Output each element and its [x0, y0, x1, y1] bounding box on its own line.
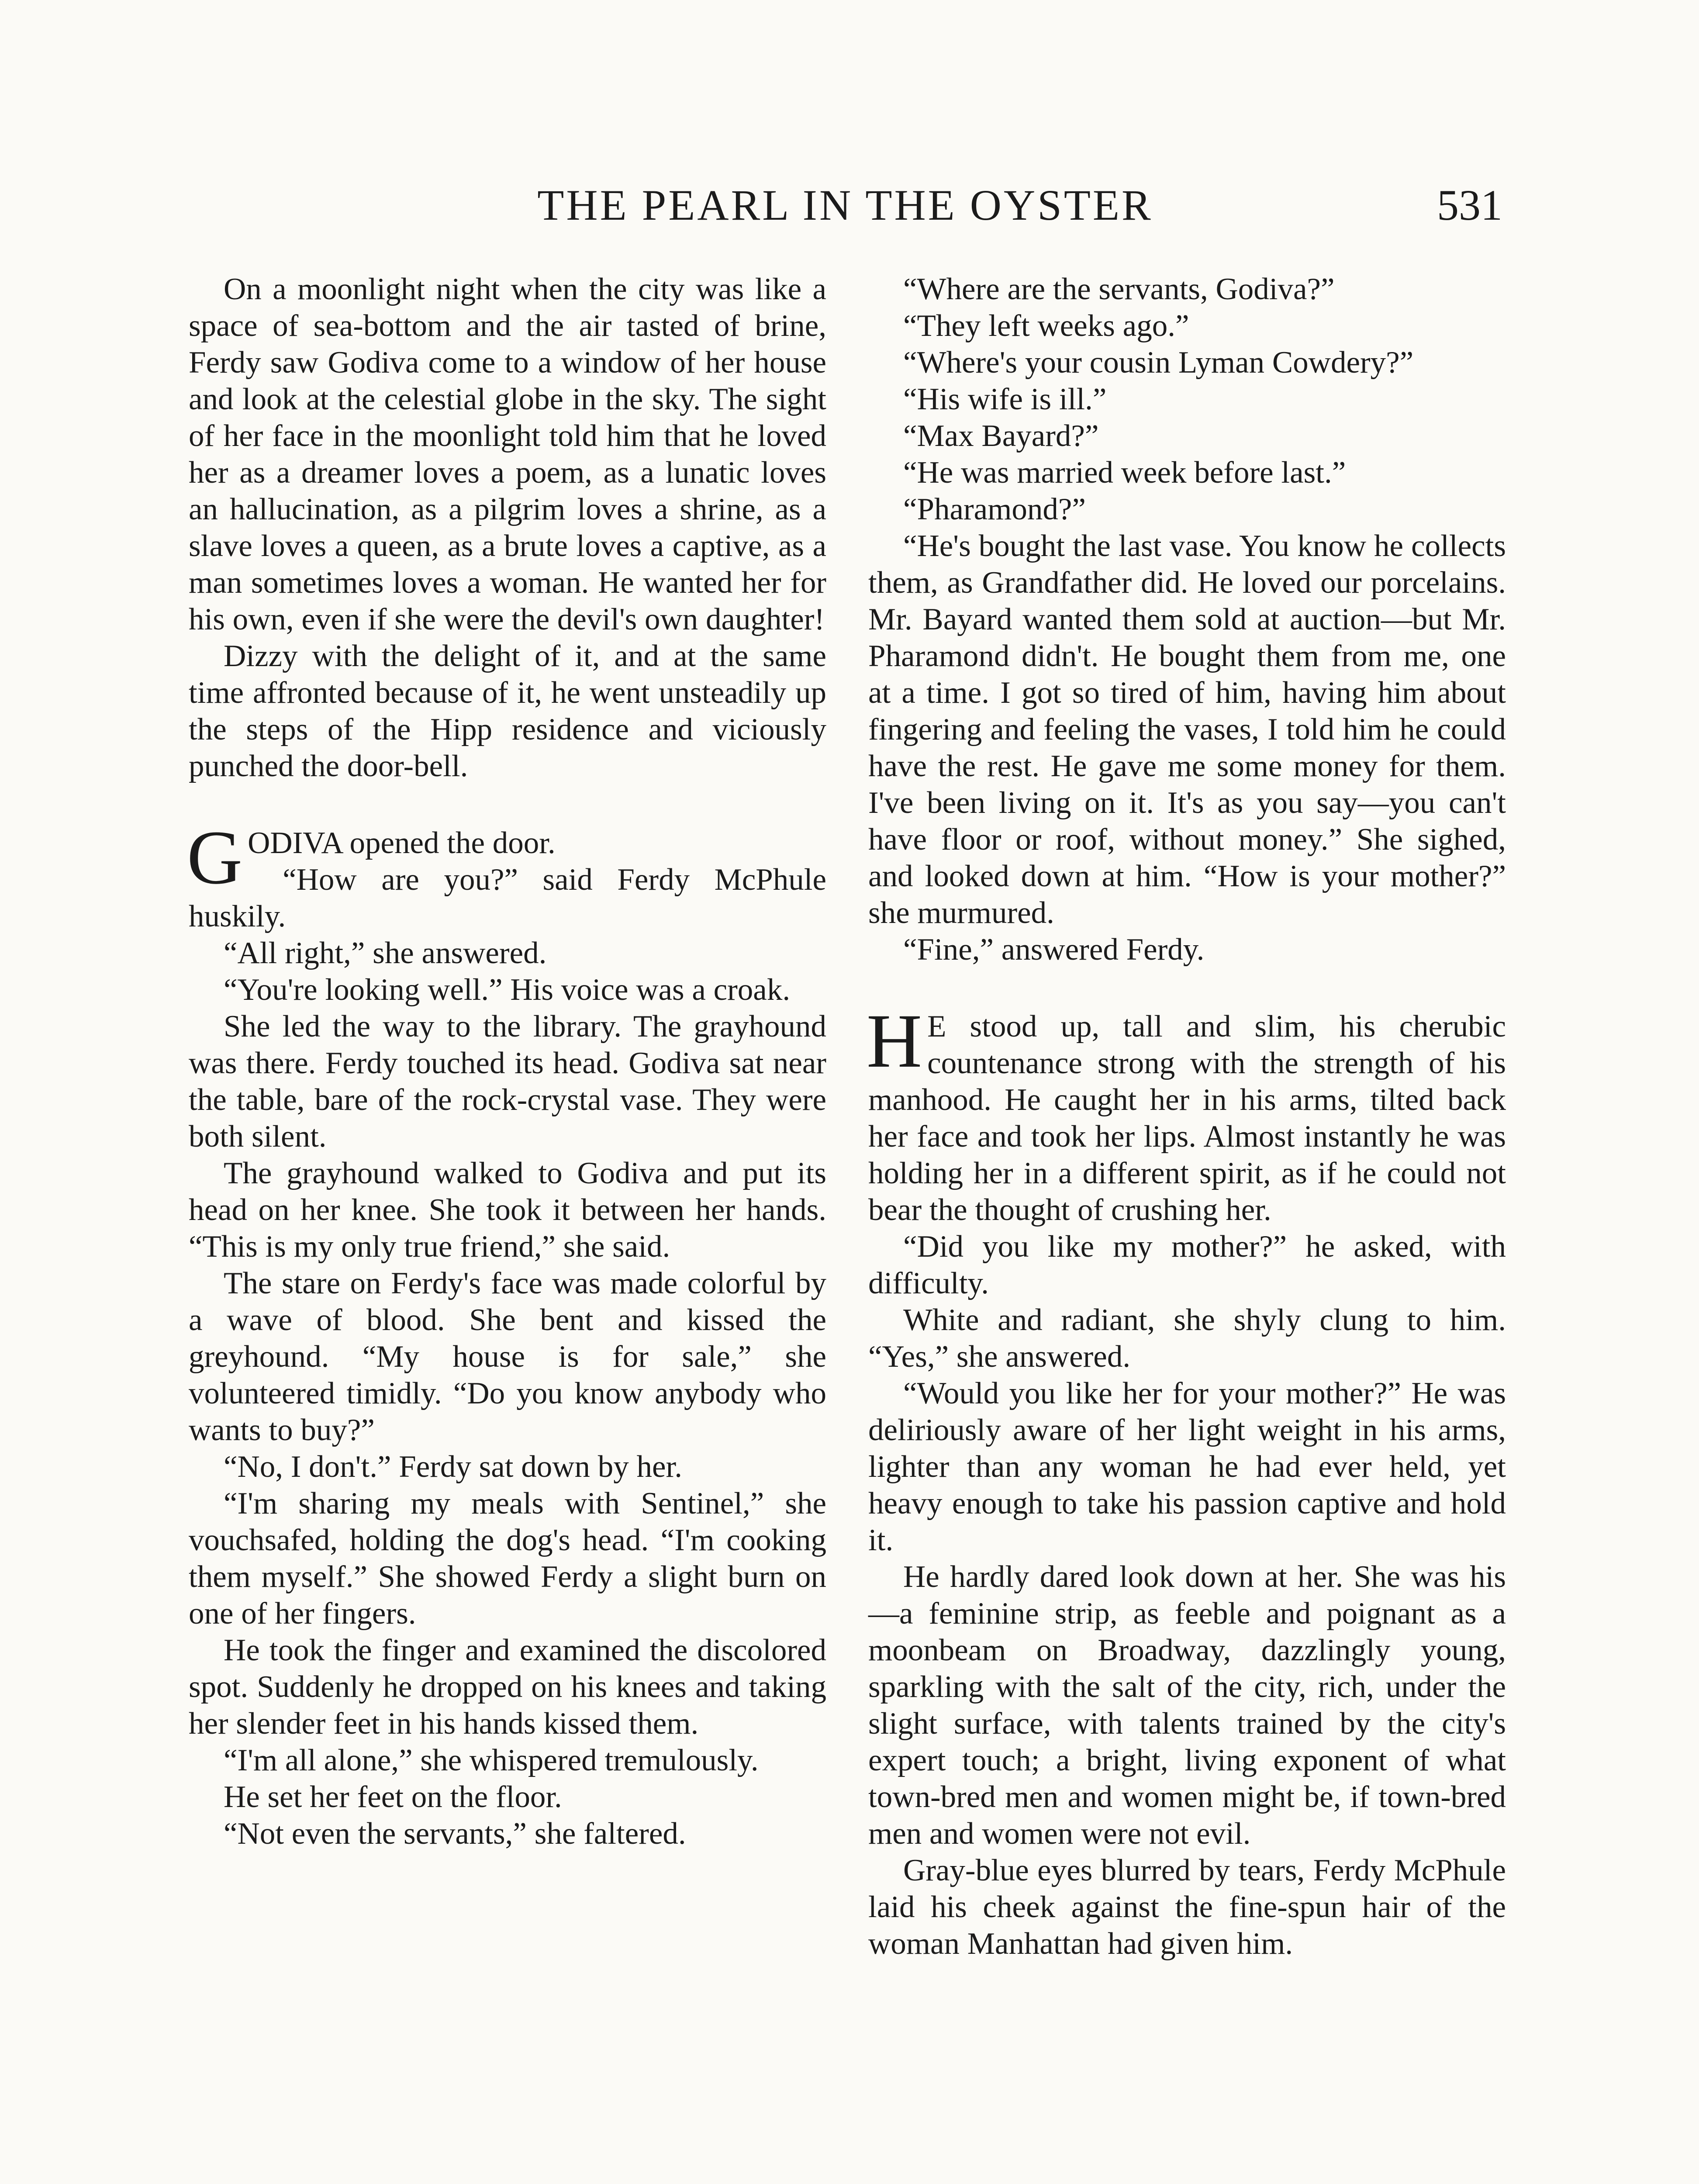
paragraph: “Where's your cousin Lyman Cowdery?”: [903, 346, 1414, 380]
paragraph: “Max Bayard?”: [903, 419, 1099, 453]
paragraph: He took the finger and examined the discolored spot. Suddenly he dropped on his knees and taking her slender feet in his hands kissed them.: [189, 1633, 826, 1741]
page-number: 531: [1437, 181, 1502, 229]
paragraph: White and radiant, she shyly clung to him. “Yes,” she answered.: [868, 1303, 1506, 1374]
paragraph: “How are you?” said Ferdy McPhule huskily.: [189, 863, 826, 933]
paragraph: Gray-blue eyes blurred by tears, Ferdy McPhule laid his cheek against the fine-spun hair of the woman Manhattan had given him.: [868, 1853, 1506, 1961]
paragraph: “His wife is ill.”: [903, 382, 1107, 416]
paragraph: “Fine,” answered Ferdy.: [903, 933, 1205, 967]
text-column-left: [189, 271, 826, 1852]
paragraph: “Pharamond?”: [903, 492, 1086, 526]
paragraph: She led the way to the library. The grayhound was there. Ferdy touched its head. Godiva sat near the table, bare of the rock-crystal vase. They were both silent.: [189, 1009, 826, 1154]
drop-cap: H: [867, 999, 922, 1084]
paragraph: “Not even the servants,” she faltered.: [224, 1817, 686, 1851]
text-column-right: [868, 271, 1506, 1962]
paragraph: “He's bought the last vase. You know he collects them, as Grandfather did. He loved our porcelains. Mr. Bayard wanted them sold at auction—but Mr. Pharamond didn't. He bought them from me, one at a time. I got so tired of him, having him about fingering and feeling the vases, I told him he could have the rest. He gave me some money for them. I've been living on it. It's as you say—you can't have floor or roof, without money.” She sighed, and looked down at him. “How is your mother?” she murmured.: [868, 529, 1506, 930]
paragraph: “He was married week before last.”: [903, 456, 1346, 490]
paragraph: “Did you like my mother?” he asked, with difficulty.: [868, 1230, 1506, 1300]
drop-cap: G: [187, 815, 243, 900]
paragraph: The stare on Ferdy's face was made colorful by a wave of blood. She bent and kissed the greyhound. “My house is for sale,” she volunteered timidly. “Do you know anybody who wants to buy?”: [189, 1266, 826, 1447]
section-opening-text: E stood up, tall and slim, his cherubic countenance strong with the strength of his manhood. He caught her in his arms, tilted back her face and took her lips. Almost instantly he was holding her in a different spirit, as if he could not bear the thought of crushing her.: [868, 1009, 1506, 1227]
paragraph: “I'm all alone,” she whispered tremulously.: [224, 1743, 759, 1777]
running-title: THE PEARL IN THE OYSTER: [537, 181, 1153, 229]
section-break: [868, 968, 1506, 1008]
paragraph: “They left weeks ago.”: [903, 309, 1189, 343]
paragraph: “All right,” she answered.: [224, 936, 547, 970]
paragraph: “Would you like her for your mother?” He was deliriously aware of her light weight in his arms, lighter than any woman he had ever held, yet heavy enough to take his passion captive and hold it.: [868, 1376, 1506, 1557]
paragraph: He hardly dared look down at her. She was his—a feminine strip, as feeble and poignant as a moonbeam on Broadway, dazzlingly young, sparkling with the salt of the city, rich, under the slight surface, with talents trained by the city's expert touch; a bright, living exponent of what town-bred men and women might be, if town-bred men and women were not evil.: [868, 1560, 1506, 1851]
page-header: [188, 175, 1502, 236]
paragraph: “No, I don't.” Ferdy sat down by her.: [224, 1450, 682, 1484]
paragraph: He set her feet on the floor.: [224, 1780, 562, 1814]
section-break: [189, 784, 826, 825]
paragraph: “You're looking well.” His voice was a croak.: [224, 973, 791, 1007]
section-opening-paragraph: [867, 999, 1506, 1228]
paragraph: Dizzy with the delight of it, and at the same time affronted because of it, he went unsteadily up the steps of the Hipp residence and viciously punched the door-bell.: [189, 639, 826, 783]
paragraph: On a moonlight night when the city was like a space of sea-bottom and the air tasted of brine, Ferdy saw Godiva come to a window of her house and look at the celestial globe in the sky. The sight of her face in the moonlight told him that he loved her as a dreamer loves a poem, as a lunatic loves an hallucination, as a pilgrim loves a shrine, as a slave loves a queen, as a brute loves a captive, as a man sometimes loves a woman. He wanted her for his own, even if she were the devil's own daughter!: [189, 272, 826, 636]
paragraph: “Where are the servants, Godiva?”: [903, 272, 1335, 306]
paragraph: The grayhound walked to Godiva and put its head on her knee. She took it between her hands. “This is my only true friend,” she said.: [189, 1156, 826, 1264]
section-opening-text: ODIVA opened the door.: [248, 826, 556, 860]
paragraph: “I'm sharing my meals with Sentinel,” she vouchsafed, holding the dog's head. “I'm cooking them myself.” She showed Ferdy a slight burn on one of her fingers.: [189, 1486, 826, 1631]
